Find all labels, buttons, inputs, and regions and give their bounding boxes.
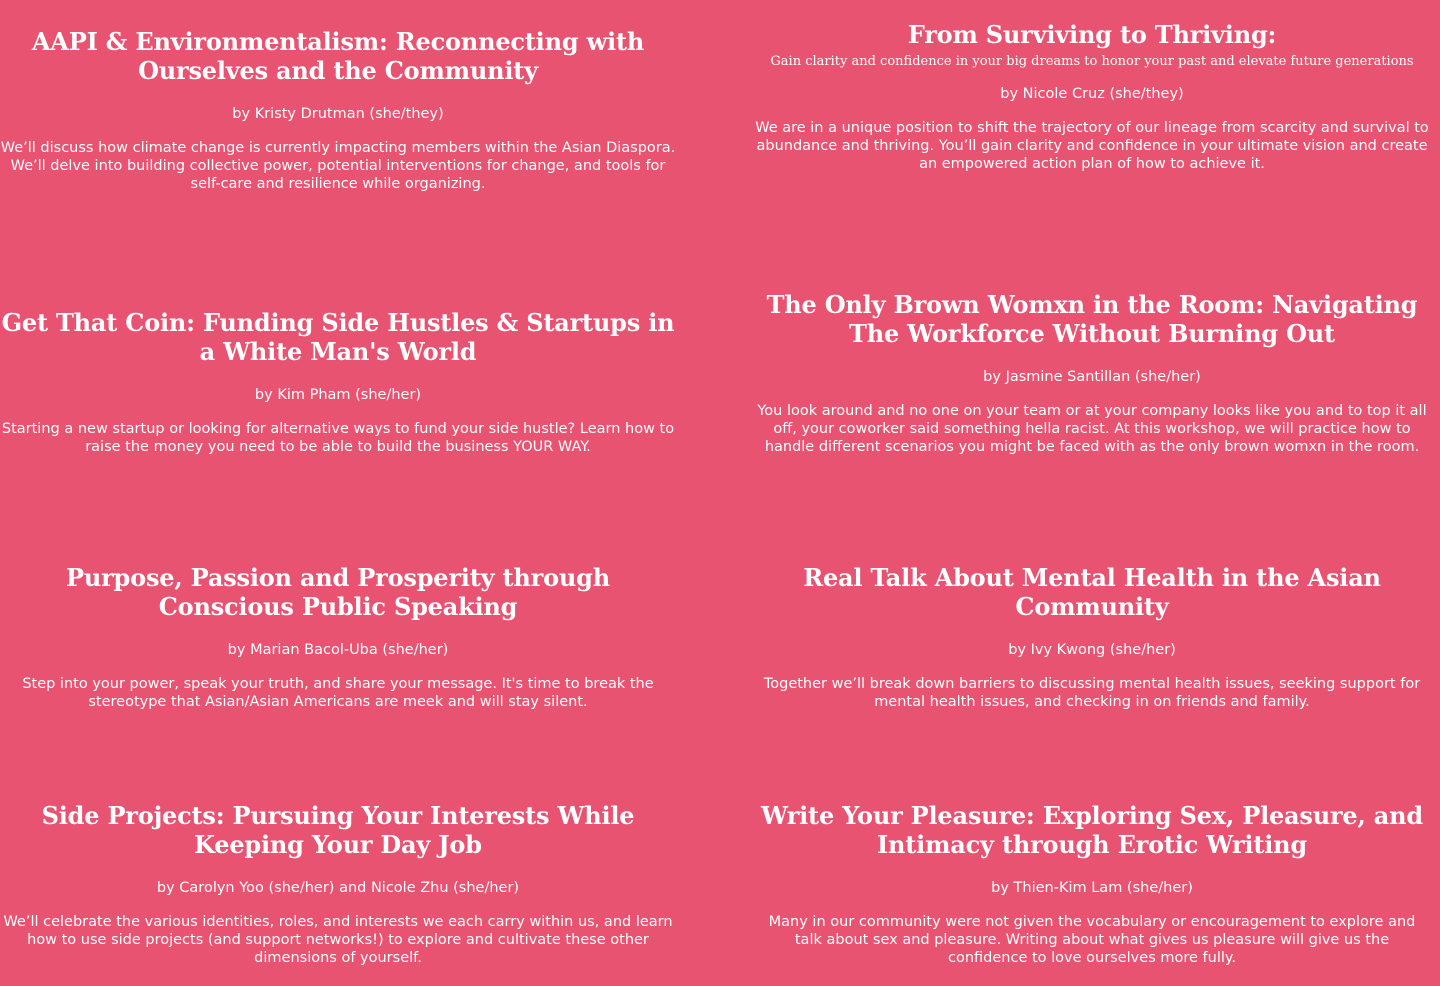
workshop-byline: by Nicole Cruz (she/they) xyxy=(1000,86,1184,102)
workshop-card xyxy=(0,563,676,711)
workshop-byline: by Marian Bacol-Uba (she/her) xyxy=(227,642,449,658)
workshop-description: Together we’ll break down barriers to discussing mental health issues, seeking support for mental health issues, and checking in on friends and family. xyxy=(763,676,1421,710)
workshop-byline: by Jasmine Santillan (she/her) xyxy=(983,369,1201,385)
workshop-title: Purpose, Passion and Prosperity through Conscious Public Speaking xyxy=(66,563,610,621)
workshop-byline: by Kim Pham (she/her) xyxy=(254,387,422,403)
workshop-title: Real Talk About Mental Health in the Asian Community xyxy=(803,563,1381,621)
workshop-card xyxy=(0,801,676,967)
workshop-card xyxy=(754,20,1430,173)
workshop-title: Get That Coin: Funding Side Hustles & Startups in a White Man's World xyxy=(1,308,675,366)
workshop-card xyxy=(754,563,1430,711)
workshop-title: The Only Brown Womxn in the Room: Navigating The Workforce Without Burning Out xyxy=(766,290,1418,348)
workshop-card xyxy=(0,27,676,193)
workshop-description: Step into your power, speak your truth, and share your message. It's time to break the stereotype that Asian/Asian Americans are meek and will stay silent. xyxy=(22,676,654,710)
workshop-byline: by Thien-Kim Lam (she/her) xyxy=(991,880,1193,896)
workshop-byline: by Kristy Drutman (she/they) xyxy=(232,106,444,122)
workshop-card xyxy=(754,801,1430,967)
workshop-description: We’ll celebrate the various identities, roles, and interests we each carry within us, and learn how to use side projects (and support networks!) to explore and cultivate these other dimensions of yourself. xyxy=(3,914,673,966)
workshop-title: AAPI & Environmentalism: Reconnecting with Ourselves and the Community xyxy=(31,27,645,85)
workshop-description: You look around and no one on your team or at your company looks like you and to top it all off, your coworker said something hella racist. At this workshop, we will practice how to handle different scenarios you might be faced with as the only brown womxn in the room. xyxy=(757,403,1427,455)
workshop-card xyxy=(0,308,676,456)
workshop-byline: by Carolyn Yoo (she/her) and Nicole Zhu (she/her) xyxy=(156,880,520,896)
workshop-description: Many in our community were not given the vocabulary or encouragement to explore and talk about sex and pleasure. Writing about what gives us pleasure will give us the confidence to love ourselves more fully. xyxy=(768,914,1416,966)
workshop-byline: by Ivy Kwong (she/her) xyxy=(1008,642,1176,658)
workshop-subtitle: Gain clarity and confidence in your big dreams to honor your past and elevate future generations xyxy=(770,54,1414,69)
workshop-title: Side Projects: Pursuing Your Interests While Keeping Your Day Job xyxy=(41,801,635,859)
workshop-description: We’ll discuss how climate change is currently impacting members within the Asian Diaspora. We’ll delve into building collective power, potential interventions for change, and tools for self-care and resilience while organizing. xyxy=(0,140,676,192)
workshop-title: Write Your Pleasure: Exploring Sex, Pleasure, and Intimacy through Erotic Writing xyxy=(761,801,1423,859)
workshop-title: From Surviving to Thriving: xyxy=(907,20,1277,49)
workshop-description: Starting a new startup or looking for alternative ways to fund your side hustle? Learn how to raise the money you need to be able to build the business YOUR WAY. xyxy=(1,421,675,455)
workshop-description: We are in a unique position to shift the trajectory of our lineage from scarcity and survival to abundance and thriving. You’ll gain clarity and confidence in your ultimate vision and create an empowered action plan of how to achieve it. xyxy=(755,120,1429,172)
workshop-card xyxy=(754,290,1430,456)
